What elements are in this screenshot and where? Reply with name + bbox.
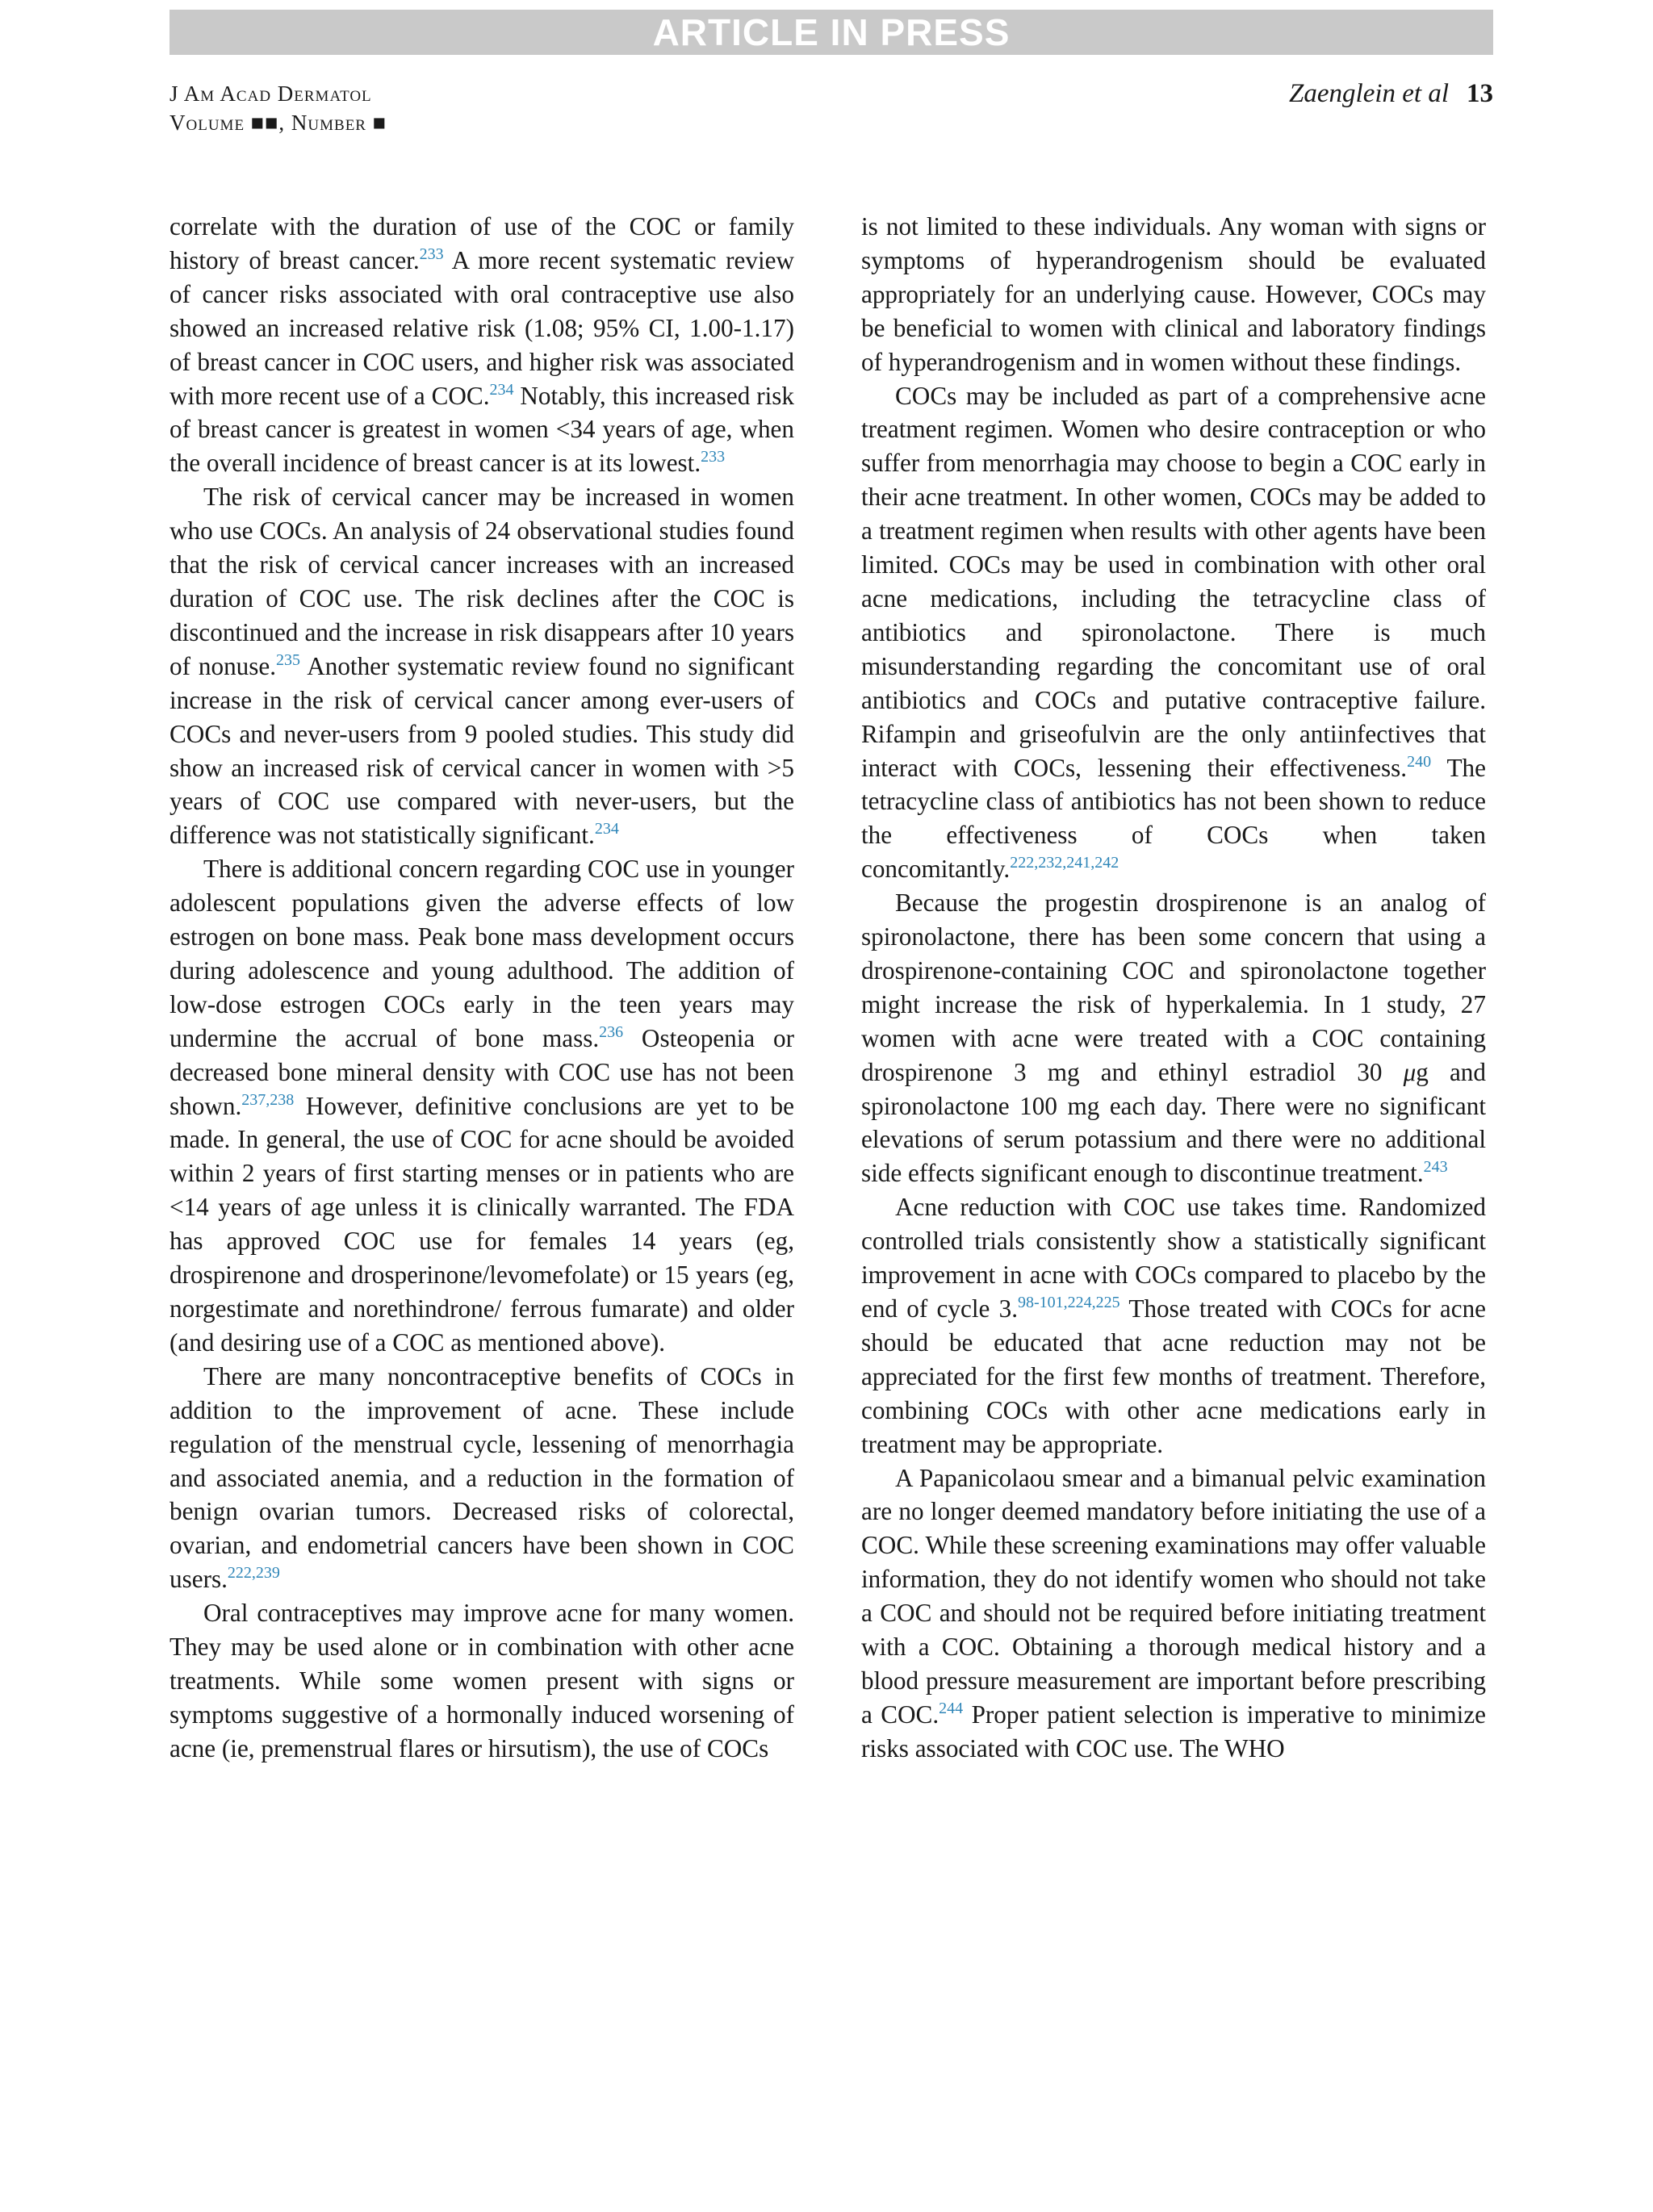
reference-link[interactable]: 222,239: [227, 1564, 280, 1583]
page-number: 13: [1467, 79, 1493, 108]
paragraph: [169, 852, 794, 1360]
journal-name: J Am Acad Dermatol: [169, 82, 372, 106]
reference-link[interactable]: 244: [939, 1699, 964, 1717]
mu-symbol: μ: [1403, 1057, 1417, 1086]
body-text: COCs may be included as part of a comprehensive acne treatment regimen. Women who desire contraception or who suffer from menorrhagia may choose to begin a COC early in their acne treatment. In other women, COCs may be added to a treatment regimen when results with other agents have been limited. COCs may be used in combination with other oral acne medications, including the tetracycline class of antibiotics and spironolactone. There is much misunderstanding regarding the concomitant use of oral antibiotics and COCs and putative contraceptive failure. Rifampin and griseofulvin are the only antiinfectives that interact with COCs, lessening their effectiveness.: [861, 381, 1486, 782]
journal-running-head: [169, 79, 387, 137]
reference-link[interactable]: 237,238: [241, 1090, 295, 1109]
body-text: There is additional concern regarding COC use in younger adolescent populations given the adverse effects of low estrogen on bone mass. Peak bone mass development occurs during adolescence and young adulthood. The addition of low-dose estrogen COCs early in the teen years may undermine the accrual of bone mass.: [169, 855, 794, 1052]
reference-link[interactable]: 98-101,224,225: [1018, 1294, 1120, 1311]
reference-link[interactable]: 233: [701, 448, 726, 466]
paragraph: [861, 1190, 1486, 1461]
body-text: Those treated with COCs for acne should be educated that acne reduction may not be appreciated for the first few months of treatment. Therefore, combining COCs with other acne medications early in treatment may be appropriate.: [861, 1294, 1487, 1458]
reference-link[interactable]: 233: [419, 245, 444, 263]
reference-link[interactable]: 234: [594, 820, 619, 838]
right-column: [861, 210, 1486, 1766]
reference-link[interactable]: 234: [489, 380, 514, 399]
body-text: The risk of cervical cancer may be increased in women who use COCs. An analysis of 24 observational studies found that the risk of cervical cancer increases with an increased duration of COC use. The risk declines after the COC is discontinued and the increase in risk disappears after 10 years of nonuse.: [169, 483, 794, 680]
body-text: Osteopenia or decreased bone mineral density with COC use has not been shown.: [169, 1023, 794, 1120]
paragraph: [861, 379, 1486, 887]
body-text: Because the progestin drospirenone is an analog of spironolactone, there has been some concern that using a drospirenone-containing COC and spironolactone together might increase the risk of hyperkalemia. In 1 study, 27 women with acne were treated with a COC containing drospirenone 3 mg and ethinyl estradiol 30: [861, 889, 1486, 1086]
author-running-head: [1289, 77, 1493, 110]
reference-link[interactable]: 240: [1407, 752, 1432, 771]
body-text: The tetracycline class of antibiotics has not been shown to reduce the effectiveness of COCs when taken concomitantly.: [861, 753, 1486, 884]
paragraph: [169, 1360, 794, 1596]
body-text: Proper patient selection is imperative to minimize risks associated with COC use. The WHO: [861, 1700, 1486, 1762]
paragraph: [861, 886, 1486, 1190]
body-text: However, definitive conclusions are yet to be made. In general, the use of COC for acne should be avoided within 2 years of first starting menses or in patients who are <14 years of age unless it is clinically warranted. The FDA has approved COC use for females 14 years (eg, drospirenone and drosperinone/levomefolate) or 15 years (eg, norgestimate and norethindrone/ ferrous fumarate) and older (and desiring use of a COC as mentioned above).: [169, 1091, 794, 1357]
body-text: is not limited to these individuals. Any woman with signs or symptoms of hyperandrogenism should be evaluated appropriately for an underlying cause. However, COCs may be beneficial to women with clinical and laboratory findings of hyperandrogenism and in women without these findings.: [861, 212, 1486, 376]
body-text: correlate with the duration of use of the COC or family history of breast cancer.: [169, 212, 794, 274]
authors: Zaenglein et al: [1289, 79, 1449, 108]
paragraph: [169, 1596, 794, 1766]
paragraph: [861, 210, 1486, 379]
left-column: [169, 210, 794, 1766]
article-in-press-banner: ARTICLE IN PRESS: [169, 10, 1493, 55]
reference-link[interactable]: 236: [599, 1022, 624, 1041]
paragraph: [169, 210, 794, 480]
reference-link[interactable]: 235: [276, 650, 301, 669]
body-text: There are many noncontraceptive benefits of COCs in addition to the improvement of acne. These include regulation of the menstrual cycle, lessening of menorrhagia and associated anemia, and a reduction in the formation of benign ovarian tumors. Decreased risks of colorectal, ovarian, and endometrial cancers have been shown in COC users.: [169, 1361, 794, 1594]
body-text: Oral contraceptives may improve acne for many women. They may be used alone or in combination with other acne treatments. While some women present with signs or symptoms suggestive of a hormonally induced worsening of acne (ie, premenstrual flares or hirsutism), the use of COCs: [169, 1599, 794, 1762]
body-text: Acne reduction with COC use takes time. Randomized controlled trials consistently show a statistically significant improvement in acne with COCs compared to placebo by the end of cycle 3.: [861, 1193, 1486, 1323]
body-text: g and spironolactone 100 mg each day. There were no significant elevations of serum potassium and there were no additional side effects significant enough to discontinue treatment.: [861, 1057, 1486, 1188]
paragraph: [861, 1461, 1486, 1766]
body-text: Another systematic review found no significant increase in the risk of cervical cancer among ever-users of COCs and never-users from 9 pooled studies. This study did show an increased risk of cervical cancer in women with >5 years of COC use compared with never-users, but the difference was not statistically significant.: [169, 651, 794, 850]
body-text: A Papanicolaou smear and a bimanual pelvic examination are no longer deemed mandatory before initiating the use of a COC. While these screening examinations may offer valuable information, they do not identify women who should not take a COC and should not be required before initiating treatment with a COC. Obtaining a thorough medical history and a blood pressure measurement are important before prescribing a COC.: [861, 1463, 1486, 1729]
body-text: A more recent systematic review of cancer risks associated with oral contraceptive use also showed an increased relative risk (1.08; 95% CI, 1.00-1.17) of breast cancer in COC users, and higher risk was associated with more recent use of a COC.: [169, 245, 794, 410]
paragraph: [169, 480, 794, 852]
journal-volume: Volume ■■, Number ■: [169, 111, 387, 135]
body-text: Notably, this increased risk of breast cancer is greatest in women <34 years of age, when the overall incidence of breast cancer is at its lowest.: [169, 381, 794, 478]
reference-link[interactable]: 222,232,241,242: [1010, 854, 1119, 872]
reference-link[interactable]: 243: [1423, 1158, 1448, 1177]
